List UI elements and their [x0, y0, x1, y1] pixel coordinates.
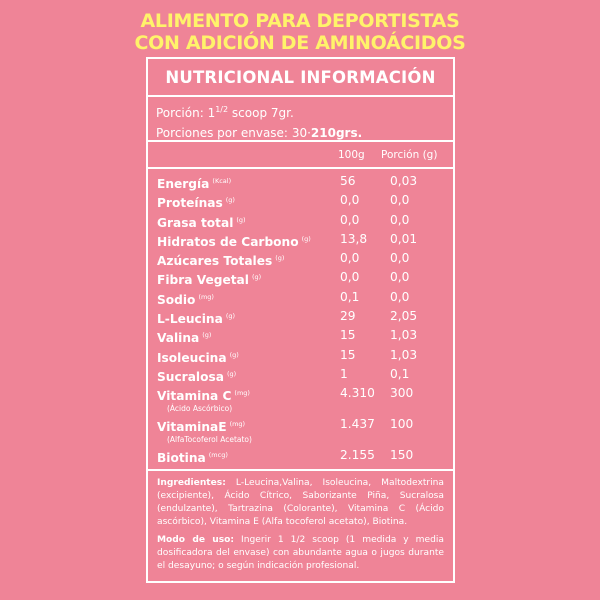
ingredients-label: Ingredientes: — [157, 477, 226, 488]
nutrient-name — [148, 416, 340, 444]
table-row — [148, 250, 453, 269]
nutrient-value-100g: 1 — [340, 366, 348, 381]
nutrient-value-100g: 0,0 — [340, 212, 360, 227]
nutrient-value-100g: 15 — [340, 347, 356, 362]
nutrient-unit: (mg) — [234, 389, 250, 398]
serving-info — [148, 97, 453, 142]
nutrient-value-100g: 56 — [340, 174, 356, 188]
table-row — [148, 347, 453, 366]
table-row — [148, 173, 453, 192]
nutrient-unit: (g) — [251, 273, 262, 282]
table-row — [148, 327, 453, 346]
serving-label: Porción: — [156, 106, 204, 120]
nutrient-label: L-Leucina — [157, 312, 223, 327]
nutrient-value-serving: 0,0 — [390, 193, 410, 208]
nutrient-name — [148, 269, 340, 288]
servings-per-container: Porciones por envase: 30·210grs. — [156, 126, 363, 140]
nutrient-value-serving: 0,0 — [390, 289, 410, 304]
nutrient-unit: (Kcal) — [212, 177, 232, 185]
nutrient-label: Sucralosa — [157, 369, 224, 384]
column-header-serving: Porción (g) — [381, 148, 438, 161]
nutrient-value-serving: 0,0 — [390, 251, 410, 266]
table-row — [148, 308, 453, 327]
nutrient-unit: (mg) — [198, 292, 214, 301]
headline — [0, 10, 600, 54]
servings-value: 30 — [291, 126, 308, 140]
panel-title: NUTRICIONAL INFORMACIÓN — [148, 59, 453, 97]
nutrient-name — [148, 173, 340, 192]
nutrient-value-100g: 29 — [340, 309, 356, 324]
headline-line-2: CON ADICIÓN DE AMINOÁCIDOS — [134, 32, 466, 54]
column-headers — [148, 142, 453, 169]
nutrient-name — [148, 385, 340, 413]
nutrition-panel — [146, 57, 455, 583]
table-row — [148, 366, 453, 385]
nutrient-value-100g: 13,8 — [340, 231, 368, 246]
nutrient-name — [148, 366, 340, 385]
nutrient-name — [148, 289, 340, 308]
nutrient-label: Sodio — [157, 292, 196, 307]
nutrient-subtitle: (AlfaTocoferol Acetato) — [167, 435, 252, 445]
nutrient-unit: (g) — [275, 254, 285, 263]
serving-amount-whole: 1 — [207, 106, 216, 120]
nutrient-value-serving: 0,0 — [390, 270, 410, 285]
servings-total-weight: 210grs. — [310, 126, 363, 140]
nutrient-name — [148, 212, 340, 231]
table-row — [148, 447, 453, 466]
table-row — [148, 269, 453, 288]
nutrient-value-serving: 0,1 — [390, 366, 410, 381]
nutrient-value-100g: 0,0 — [340, 251, 360, 266]
serving-weight: 7gr. — [270, 106, 294, 120]
nutrient-value-serving: 100 — [390, 417, 414, 432]
ingredients-section — [148, 471, 453, 529]
nutrient-label: Grasa total — [157, 215, 234, 230]
nutrient-name — [148, 231, 340, 250]
table-row — [148, 385, 453, 416]
nutrient-value-serving: 0,01 — [390, 231, 418, 246]
nutrient-label: Vitamina C — [157, 389, 232, 404]
nutrient-name — [148, 250, 340, 269]
headline-line-1: ALIMENTO PARA DEPORTISTAS — [140, 10, 460, 32]
nutrient-label: Valina — [157, 331, 200, 346]
nutrient-label: Proteínas — [157, 196, 223, 211]
nutrient-label: Biotina — [157, 451, 206, 466]
nutrient-value-100g: 2.155 — [340, 448, 375, 463]
nutrient-label: Azúcares Totales — [157, 254, 273, 269]
nutrient-unit: (mcg) — [208, 451, 228, 460]
table-row — [148, 192, 453, 211]
nutrient-name — [148, 327, 340, 346]
nutrient-value-serving: 150 — [390, 448, 414, 463]
nutrient-name — [148, 192, 340, 211]
usage-label: Modo de uso: — [157, 534, 235, 545]
usage-text: Ingerir 1 1/2 scoop (1 medida y media dosificadora del envase) con abundante agua o jugos durante el desayuno; o según indicación profesional. — [157, 534, 444, 571]
nutrient-value-serving: 1,03 — [390, 347, 418, 362]
nutrient-label: VitaminaE — [157, 420, 227, 435]
serving-size — [156, 100, 445, 123]
nutrient-value-serving: 0,03 — [390, 174, 418, 188]
column-header-100g: 100g — [338, 148, 365, 161]
nutrient-unit: (g) — [229, 350, 239, 359]
nutrient-subtitle: (Ácido Ascórbico) — [167, 404, 233, 414]
nutrient-name — [148, 308, 340, 327]
nutrient-unit: (g) — [301, 234, 311, 243]
nutrient-label: Energía — [157, 177, 210, 191]
nutrient-label: Hidratos de Carbono — [157, 234, 299, 249]
nutrient-value-100g: 4.310 — [340, 386, 375, 401]
nutrient-label: Fibra Vegetal — [157, 273, 249, 288]
nutrient-unit: (g) — [225, 312, 236, 321]
servings-label: Porciones por envase: — [156, 126, 288, 140]
nutrient-unit: (mg) — [229, 420, 246, 429]
usage-section — [148, 529, 453, 573]
nutrient-value-100g: 15 — [340, 328, 356, 343]
nutrient-unit: (g) — [226, 369, 237, 378]
nutrient-unit: (g) — [236, 215, 246, 224]
nutrient-unit: (g) — [225, 196, 235, 205]
nutrient-value-serving: 2,05 — [390, 309, 418, 324]
nutrient-value-serving: 0,0 — [390, 212, 410, 227]
table-row — [148, 416, 453, 447]
nutrient-value-100g: 0,0 — [340, 270, 360, 285]
serving-amount-fraction: 1/2 — [215, 105, 229, 114]
serving-amount-unit: scoop — [231, 106, 268, 120]
ingredients-text: L-Leucina,Valina, Isoleucina, Maltodextrina (excipiente), Ácido Cítrico, Saborizante Piña, Sucralosa (endulzante), Tartrazina (Colorante), Vitamina C (Ácido ascórbico), Vitamina E (Alfa tocoferol acetato), Biotina. — [157, 477, 444, 527]
nutrient-unit: (g) — [202, 331, 212, 340]
nutrient-label: Isoleucina — [157, 350, 227, 365]
nutrient-name — [148, 347, 340, 366]
nutrient-name — [148, 447, 340, 466]
nutrient-value-100g: 0,1 — [340, 289, 360, 304]
nutrient-value-100g: 0,0 — [340, 193, 360, 208]
table-row — [148, 231, 453, 250]
nutrient-value-serving: 1,03 — [390, 328, 418, 343]
table-row — [148, 212, 453, 231]
nutrient-value-serving: 300 — [390, 386, 414, 401]
nutrient-table — [148, 169, 453, 467]
table-row — [148, 289, 453, 308]
nutrient-value-100g: 1.437 — [340, 417, 375, 432]
